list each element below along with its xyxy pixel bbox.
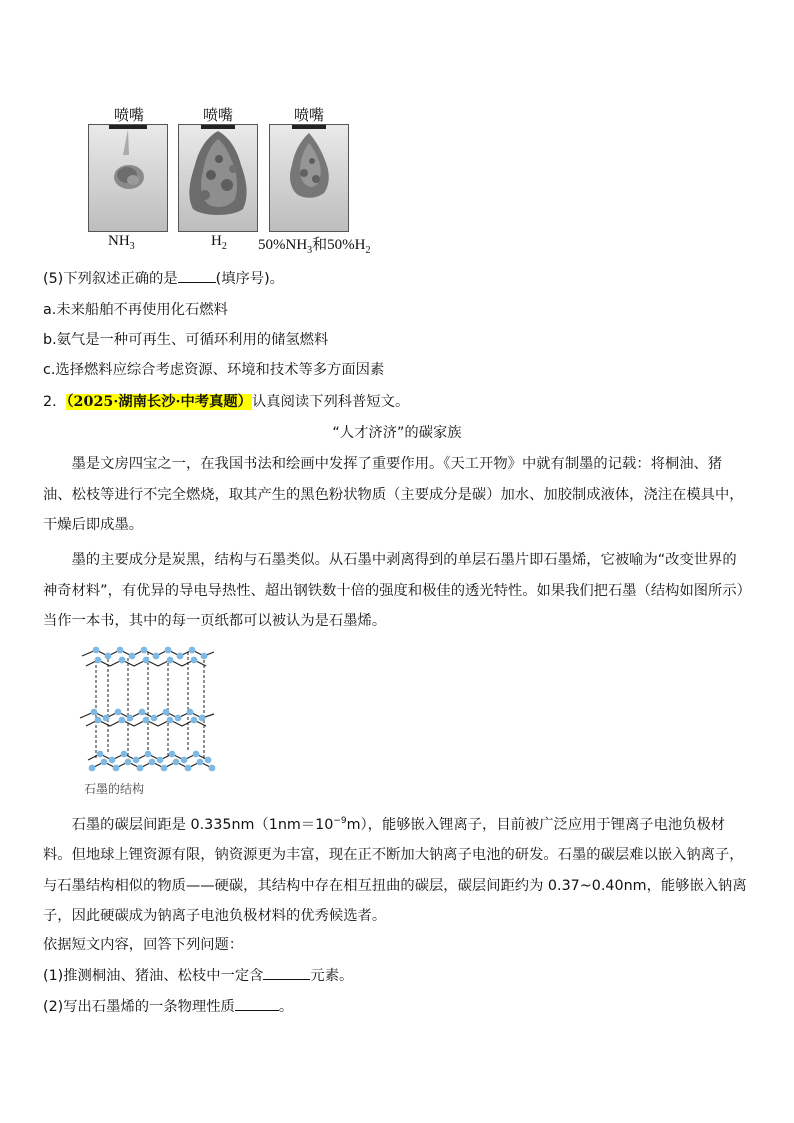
nozzle-label-2: 喷嘴 xyxy=(202,108,233,124)
article-title: “人才济济”的碳家族 xyxy=(332,425,462,441)
article-para-3: 石墨的碳层间距是 $0.335nm(1nm=10^{-9}m)$，能够嵌入锂离子，目前被广泛应用于锂离子电池负极材料。但地球上锂资源有限，钠资源更为丰富，现在正不断加大钠离子电池的研发。石墨的碳层难以嵌入钠离子，与石墨结构相似的物质——硬碳，其结构中存在相互扭曲的碳层，碳层间距约为 0.37~0.40nm，能够嵌入钠离子，因此硬碳成为钠离子电池负极材料的优秀候选者。 xyxy=(43,816,747,925)
q5-option-c: c.选择燃料应综合考虑资源、环境和技术等多方面因素 xyxy=(43,362,385,378)
graphite-structure-diagram xyxy=(78,640,218,780)
sub-question-1-blank[interactable] xyxy=(263,965,310,980)
sub-question-2-blank[interactable] xyxy=(235,996,279,1011)
article-para-1: 墨是文房四宝之一，在我国书法和绘画中发挥了重要作用。《天工开物》中就有制墨的记载：将桐油、猪油、松枝等进行不完全燃烧，取其产生的黑色粉状物质（主要成分是碳）加水、加胶制成液体，浇注在模具中，干燥后即成墨。 xyxy=(43,456,744,533)
q2-header: 2．（2025·湖南长沙·中考真题）认真阅读下列科普短文。 xyxy=(43,394,410,410)
fuel-label-mix: $50\%NH_3$和$50\%H_2$ xyxy=(258,237,371,256)
nozzle-label-1: 喷嘴 xyxy=(113,108,144,124)
q2-source-tag: （2025·湖南长沙·中考真题） xyxy=(66,394,252,410)
q5-option-a: a.未来船舶不再使用化石燃料 xyxy=(43,302,228,318)
flame-photo-h2 xyxy=(178,124,258,232)
q5-stem: (5)下列叙述正确的是 (填序号)。 xyxy=(43,264,284,295)
article-para-2: 墨的主要成分是炭黑，结构与石墨类似。从石墨中剥离得到的单层石墨片即石墨烯，它被喻为“改变世界的神奇材料”，有优异的导电导热性、超出钢铁数十倍的强度和极佳的透光特性。如果我们把石墨（结构如图所示）当作一本书，其中的每一页纸都可以被认为是石墨烯。 xyxy=(43,552,744,629)
q5-answer-blank[interactable] xyxy=(178,268,216,283)
flame-photo-mix xyxy=(269,124,349,232)
fuel-label-h2: $H_2$ xyxy=(211,233,227,252)
q5-option-b: b.氨气是一种可再生、可循环利用的储氢燃料 xyxy=(43,332,329,348)
answer-prompt: 依据短文内容，回答下列问题： xyxy=(43,937,244,953)
nozzle-label-3: 喷嘴 xyxy=(293,108,324,124)
sub-question-2: (2)写出石墨烯的一条物理性质 。 xyxy=(43,992,293,1023)
sub-question-1: (1)推测桐油、猪油、松枝中一定含 元素。 xyxy=(43,961,353,992)
fuel-label-nh3: $NH_3$ xyxy=(108,233,135,252)
graphite-caption: 石墨的结构 xyxy=(84,782,145,796)
flame-photo-nh3 xyxy=(88,124,168,232)
